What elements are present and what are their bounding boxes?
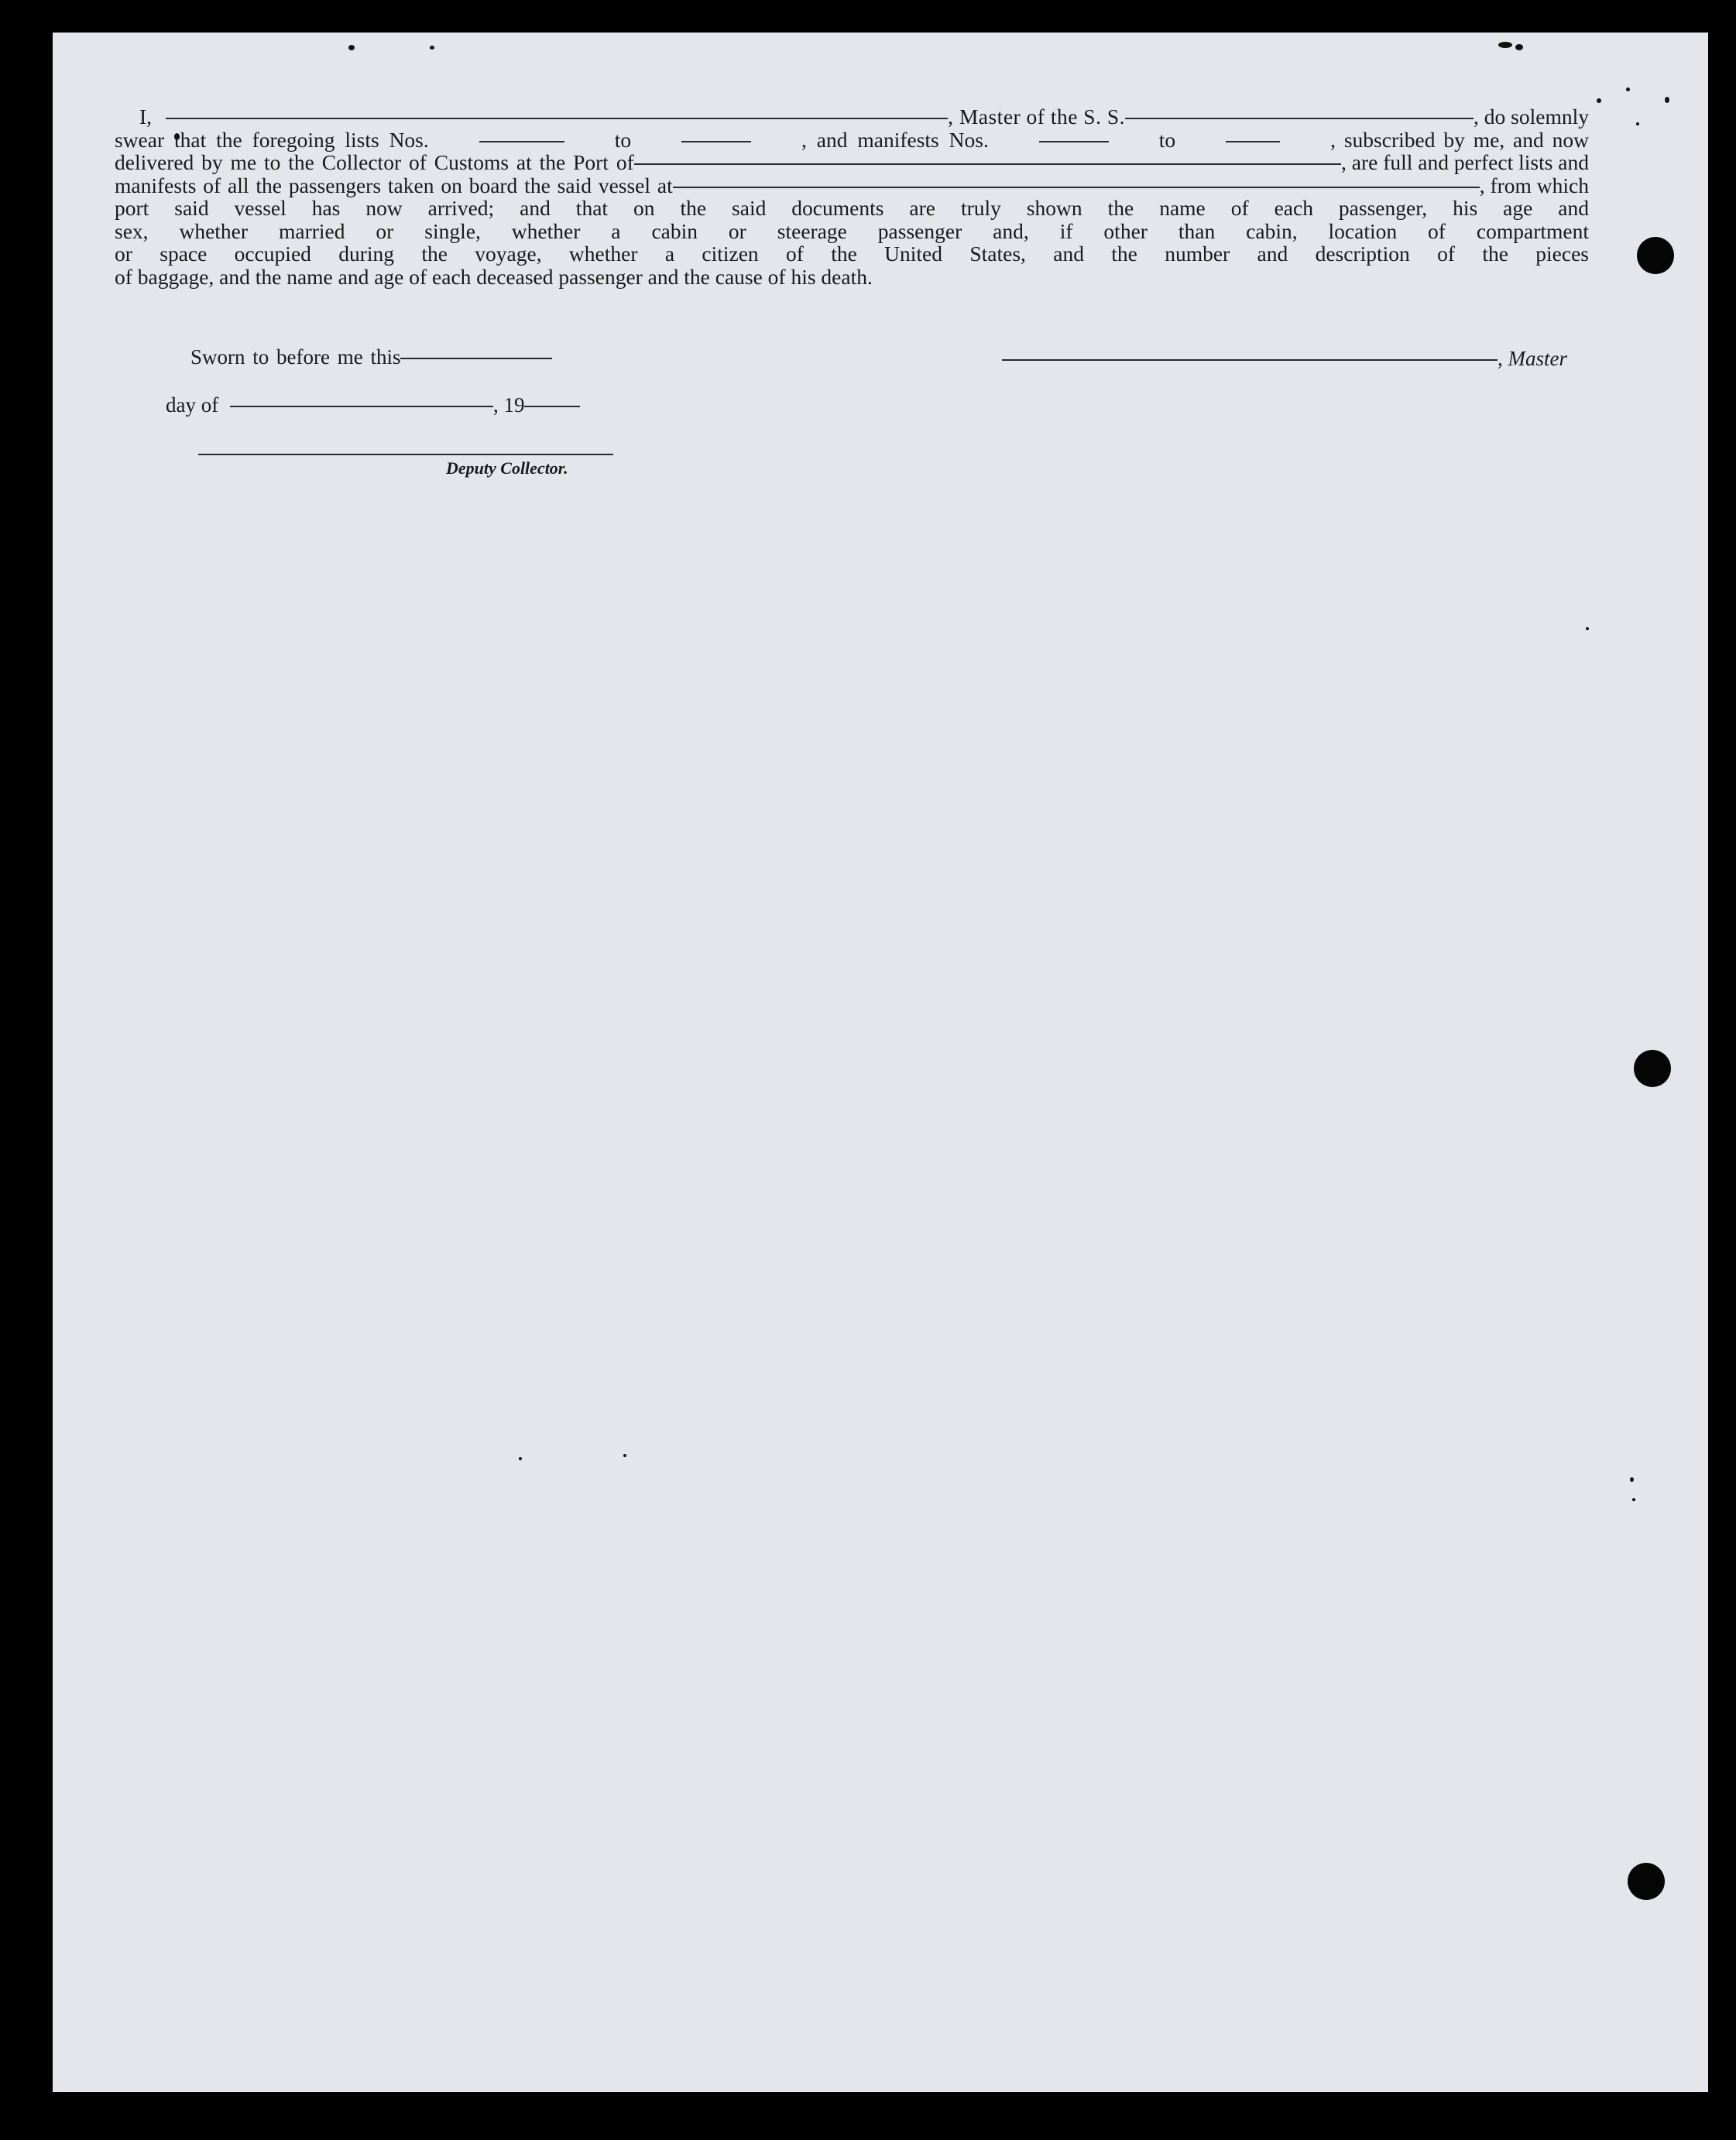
master-name-blank (166, 118, 948, 119)
ink-speck (519, 1457, 522, 1460)
ink-speck (1630, 1477, 1634, 1482)
manifests-to-label: to (1158, 127, 1176, 152)
ship-name-blank (1125, 118, 1474, 119)
punch-hole (1628, 1863, 1665, 1900)
manifests-to-blank (1226, 141, 1280, 142)
ink-speck (430, 46, 434, 50)
deputy-signature-line (198, 454, 613, 455)
sworn-date-blank (400, 358, 552, 359)
embark-port-blank (673, 187, 1480, 188)
oath-line-7: or space occupied during the voyage, whether a citizen of the United States, and the number and description of the pieces (115, 242, 1589, 266)
oath-line-1 (115, 105, 1589, 129)
ink-speck (1665, 97, 1669, 103)
manifests-label: , and manifests Nos. (801, 127, 989, 152)
year-label: , 19 (492, 393, 525, 417)
day-of-row (166, 393, 580, 417)
oath-line-3 (115, 151, 1589, 174)
lists-from-blank (479, 141, 564, 142)
oath-line-4 (115, 174, 1589, 197)
ink-speck (1586, 627, 1589, 630)
port-blank (634, 163, 1341, 165)
master-signature-row (1002, 347, 1567, 371)
manifests-from-blank (1039, 141, 1109, 142)
lists-label: swear that the foregoing lists Nos. (115, 127, 429, 152)
ink-speck (1597, 98, 1601, 103)
master-of-label: , Master of the S. S. (948, 105, 1126, 129)
oath-line-5: port said vessel has now arrived; and that on the said documents are truly shown the name of each passenger, his age and (115, 196, 1589, 220)
punch-hole (1634, 1050, 1671, 1087)
ink-speck (1626, 87, 1630, 91)
subscribed-label: , subscribed by me, and now (1330, 127, 1589, 152)
oath-line-2 (115, 129, 1589, 152)
ink-speck (1636, 122, 1639, 125)
solemnly-label: , do solemnly (1474, 105, 1589, 129)
ink-speck (1515, 44, 1523, 50)
taken-on-board-label: manifests of all the passengers taken on board the said vessel at (115, 173, 673, 197)
master-signature-blank (1002, 359, 1498, 361)
ink-speck (623, 1454, 626, 1457)
sworn-label: Sworn to before me this (190, 345, 401, 369)
punch-hole (1637, 237, 1674, 274)
ink-speck (1498, 42, 1512, 48)
oath-paragraph (115, 105, 1589, 288)
sworn-row (190, 345, 552, 369)
oath-pronoun: I, (139, 105, 153, 129)
year-blank (524, 406, 580, 407)
master-label: , Master (1498, 347, 1567, 370)
ink-speck (348, 45, 355, 50)
lists-to-blank (681, 141, 751, 142)
deputy-collector-label: Deputy Collector. (446, 458, 568, 478)
perfect-lists-label: , are full and perfect lists and (1341, 150, 1589, 174)
day-of-label: day of (166, 393, 219, 417)
oath-line-8: of baggage, and the name and age of each deceased passenger and the cause of his death. (115, 264, 873, 289)
oath-line-6: sex, whether married or single, whether a cabin or steerage passenger and, if other than cabin, location of compartment (115, 218, 1589, 243)
ink-speck (1632, 1498, 1635, 1501)
lists-to-label: to (614, 127, 632, 152)
day-of-blank (230, 406, 493, 407)
from-which-label: , from which (1479, 173, 1589, 197)
manifest-page (53, 33, 1708, 2092)
port-of-label: delivered by me to the Collector of Customs at the Port of (115, 150, 634, 174)
